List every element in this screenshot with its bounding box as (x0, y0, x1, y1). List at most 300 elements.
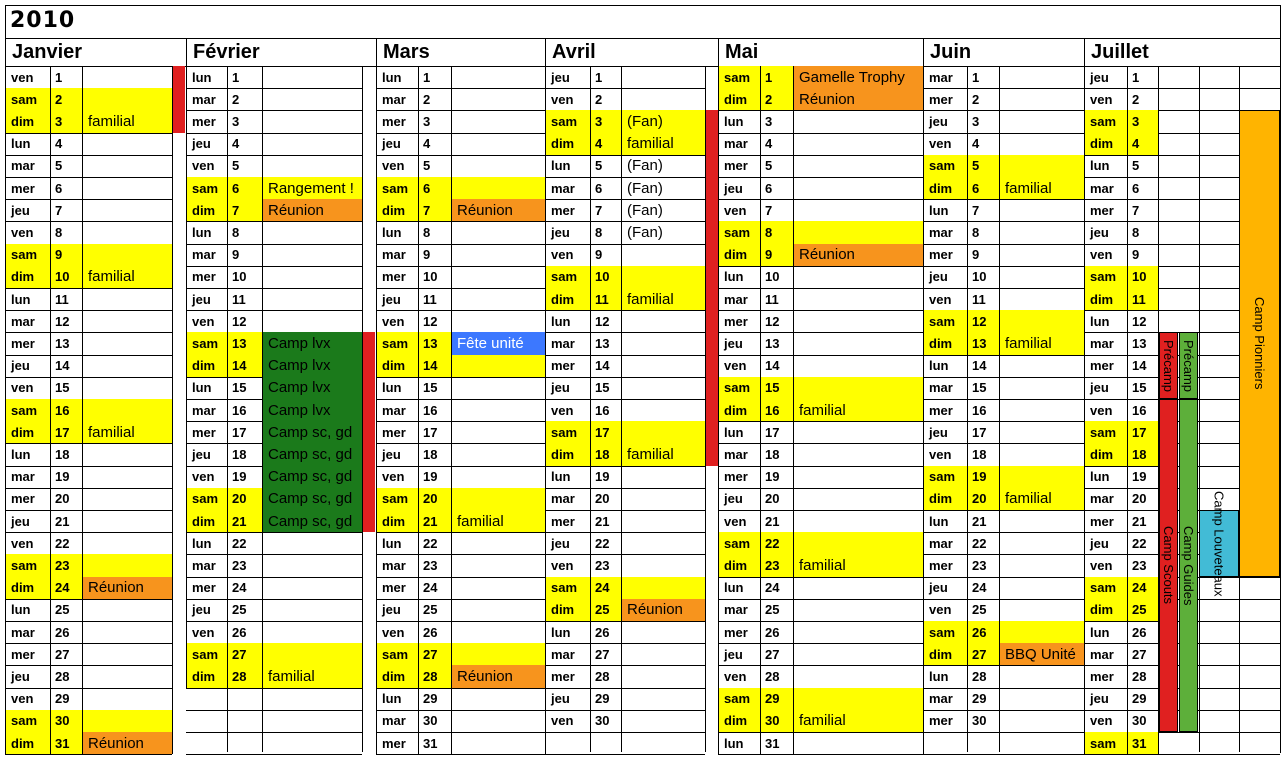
day-event: Camp sc, gd (263, 466, 362, 488)
day-event (1000, 421, 1084, 443)
day-event (622, 377, 705, 399)
day-number: 7 (419, 199, 451, 221)
day-event (794, 577, 923, 599)
day-number: 2 (761, 88, 793, 110)
day-number: 11 (765, 291, 779, 307)
grid-line (50, 66, 51, 754)
day-number: 31 (423, 735, 438, 751)
day-number: 22 (972, 535, 987, 551)
day-number: 8 (972, 224, 980, 240)
day-number: 30 (423, 713, 438, 729)
period-marker (173, 66, 185, 133)
day-weekday: mer (724, 313, 748, 329)
grid-line (186, 38, 187, 688)
day-weekday: jeu (724, 646, 743, 662)
day-number: 23 (595, 557, 610, 573)
day-weekday: jeu (1090, 535, 1109, 551)
day-weekday: jeu (551, 535, 570, 551)
day-weekday: sam (6, 88, 50, 110)
day-weekday: sam (546, 110, 590, 132)
day-number: 4 (591, 133, 621, 155)
day-event (83, 510, 172, 532)
day-number: 15 (232, 380, 247, 396)
day-weekday: mer (192, 580, 216, 596)
day-number: 18 (423, 446, 438, 462)
day-weekday: sam (546, 577, 590, 599)
day-number: 16 (595, 402, 610, 418)
day-number: 28 (419, 665, 451, 687)
day-weekday: sam (924, 466, 967, 488)
day-weekday: lun (192, 69, 212, 85)
day-event: familial (452, 510, 545, 532)
day-weekday: sam (187, 177, 227, 199)
day-weekday: sam (1085, 732, 1127, 754)
day-weekday: mar (382, 247, 406, 263)
day-weekday: mer (724, 624, 748, 640)
month-name: Juillet (1091, 40, 1149, 63)
day-weekday: jeu (192, 602, 211, 618)
day-number: 7 (55, 202, 63, 218)
day-event: Réunion (83, 732, 172, 754)
day-weekday: dim (719, 244, 760, 266)
day-event (622, 488, 705, 510)
day-number: 10 (232, 269, 247, 285)
day-number: 4 (232, 136, 240, 152)
day-weekday: mar (724, 291, 748, 307)
day-event: familial (83, 266, 172, 288)
day-weekday: lun (1090, 158, 1110, 174)
grid-line (705, 732, 706, 752)
day-weekday: sam (377, 332, 418, 354)
day-weekday: ven (1090, 713, 1113, 729)
day-event: BBQ Unité (1000, 643, 1084, 665)
day-number: 20 (1132, 491, 1147, 507)
day-number: 30 (1132, 713, 1147, 729)
day-number: 19 (1132, 469, 1147, 485)
day-event (794, 599, 923, 621)
day-event: familial (794, 710, 923, 732)
day-number: 19 (423, 469, 438, 485)
day-weekday: mer (1090, 202, 1114, 218)
day-weekday: lun (551, 469, 571, 485)
day-event (622, 688, 705, 710)
day-number: 1 (595, 69, 603, 85)
day-event: Réunion (622, 599, 705, 621)
day-event (1000, 688, 1084, 710)
day-event (452, 377, 545, 399)
grid-line (1158, 88, 1280, 89)
day-event (1000, 599, 1084, 621)
grid-line (760, 66, 761, 754)
day-event (452, 155, 545, 177)
day-number: 21 (419, 510, 451, 532)
day-weekday: jeu (11, 668, 30, 684)
day-weekday: lun (724, 580, 744, 596)
day-number: 2 (51, 88, 82, 110)
month-name: Janvier (12, 40, 83, 63)
day-weekday: jeu (929, 424, 948, 440)
day-number: 14 (595, 358, 610, 374)
day-weekday: lun (929, 202, 949, 218)
day-event (452, 710, 545, 732)
day-number: 8 (761, 221, 793, 243)
day-event (452, 688, 545, 710)
day-weekday: sam (187, 332, 227, 354)
day-weekday: mer (11, 646, 35, 662)
day-number: 27 (1132, 646, 1147, 662)
day-weekday: dim (1085, 133, 1127, 155)
day-number: 27 (419, 643, 451, 665)
day-event (452, 466, 545, 488)
day-weekday: sam (1085, 577, 1127, 599)
day-number: 14 (228, 355, 262, 377)
day-weekday: jeu (11, 358, 30, 374)
day-event: familial (794, 554, 923, 576)
day-weekday: mer (192, 424, 216, 440)
day-weekday: ven (929, 291, 952, 307)
month-name: Avril (552, 40, 596, 63)
day-number: 8 (423, 224, 431, 240)
day-event (452, 532, 545, 554)
day-event (263, 577, 362, 599)
day-number: 6 (228, 177, 262, 199)
grid-line (262, 66, 263, 688)
camp-label: Précamp (1181, 339, 1196, 392)
day-event (794, 110, 923, 132)
day-number: 26 (595, 624, 610, 640)
day-weekday: ven (382, 158, 405, 174)
day-number: 12 (765, 313, 780, 329)
day-event (1000, 310, 1084, 332)
day-number: 7 (595, 202, 603, 218)
day-weekday: mar (929, 380, 953, 396)
day-weekday: ven (192, 469, 215, 485)
day-event (83, 532, 172, 554)
day-weekday: dim (6, 266, 50, 288)
day-weekday: mer (11, 335, 35, 351)
day-weekday: sam (719, 377, 760, 399)
day-weekday: jeu (1090, 69, 1109, 85)
day-weekday: jeu (1090, 224, 1109, 240)
day-number: 21 (972, 513, 987, 529)
day-weekday: mer (192, 269, 216, 285)
day-event (83, 399, 172, 421)
day-weekday: sam (187, 643, 227, 665)
grid-line (186, 754, 362, 755)
grid-line (590, 66, 591, 732)
day-event: familial (794, 399, 923, 421)
day-number: 6 (595, 180, 603, 196)
day-number: 10 (1128, 266, 1158, 288)
day-event: familial (622, 443, 705, 465)
day-event: Rangement ! (263, 177, 362, 199)
grid-line (1280, 66, 1281, 752)
day-number: 10 (423, 269, 438, 285)
day-number: 28 (228, 665, 262, 687)
day-number: 4 (765, 136, 773, 152)
day-weekday: sam (719, 221, 760, 243)
day-weekday: mar (1090, 646, 1114, 662)
day-number: 7 (972, 202, 980, 218)
day-number: 29 (423, 691, 438, 707)
day-event (622, 643, 705, 665)
day-number: 25 (55, 602, 70, 618)
day-weekday: mar (551, 335, 575, 351)
grid-line (1158, 732, 1280, 733)
day-number: 31 (51, 732, 82, 754)
day-event (794, 355, 923, 377)
day-event (622, 266, 705, 288)
grid-line (418, 66, 419, 754)
day-event: familial (1000, 177, 1084, 199)
day-number: 21 (765, 513, 780, 529)
day-number: 19 (595, 469, 610, 485)
day-event (622, 466, 705, 488)
day-number: 13 (1132, 335, 1147, 351)
day-number: 1 (972, 69, 980, 85)
day-event (794, 643, 923, 665)
day-weekday: sam (924, 621, 967, 643)
day-number: 23 (423, 557, 438, 573)
day-event (452, 577, 545, 599)
day-event (1000, 355, 1084, 377)
day-number: 8 (232, 224, 240, 240)
day-event (83, 688, 172, 710)
day-number: 31 (1128, 732, 1158, 754)
day-weekday: jeu (1090, 380, 1109, 396)
day-number: 24 (765, 580, 780, 596)
day-weekday: sam (1085, 421, 1127, 443)
day-number: 4 (55, 136, 63, 152)
grid-line (718, 38, 719, 754)
day-weekday: dim (6, 110, 50, 132)
day-number: 7 (1132, 202, 1140, 218)
day-number: 11 (232, 291, 246, 307)
day-number: 9 (761, 244, 793, 266)
day-weekday: ven (551, 247, 574, 263)
day-event (794, 532, 923, 554)
day-event (83, 133, 172, 155)
grid-line (186, 732, 362, 733)
day-event (794, 332, 923, 354)
day-event (794, 665, 923, 687)
grid-line (376, 754, 545, 755)
day-weekday: mer (382, 113, 406, 129)
day-weekday: ven (382, 313, 405, 329)
day-number: 13 (968, 332, 999, 354)
day-number: 5 (55, 158, 63, 174)
day-number: 28 (595, 668, 610, 684)
day-event (622, 510, 705, 532)
day-event: Réunion (794, 88, 923, 110)
day-weekday: mer (382, 580, 406, 596)
grid-line (186, 688, 362, 689)
day-number: 25 (1128, 599, 1158, 621)
day-weekday: sam (719, 66, 760, 88)
day-number: 5 (1132, 158, 1140, 174)
day-weekday: mer (929, 91, 953, 107)
day-weekday: ven (192, 624, 215, 640)
day-weekday: ven (1090, 557, 1113, 573)
day-number: 9 (1132, 247, 1140, 263)
day-number: 7 (228, 199, 262, 221)
day-weekday: dim (6, 421, 50, 443)
day-event (1000, 377, 1084, 399)
day-event (452, 399, 545, 421)
day-number: 5 (595, 158, 603, 174)
day-weekday: ven (724, 513, 747, 529)
day-number: 22 (1132, 535, 1147, 551)
grid-line (172, 66, 173, 754)
day-weekday: dim (546, 443, 590, 465)
day-number: 21 (228, 510, 262, 532)
day-weekday: jeu (929, 580, 948, 596)
day-number: 3 (423, 113, 431, 129)
day-event (452, 288, 545, 310)
day-weekday: dim (924, 332, 967, 354)
day-number: 20 (419, 488, 451, 510)
day-weekday: dim (377, 199, 418, 221)
day-event (83, 310, 172, 332)
day-number: 26 (423, 624, 438, 640)
grid-line (376, 38, 377, 754)
day-event (794, 155, 923, 177)
day-number: 22 (55, 535, 70, 551)
day-number: 23 (761, 554, 793, 576)
day-number: 11 (423, 291, 437, 307)
calendar-title: 2010 (10, 8, 76, 33)
day-number: 26 (55, 624, 70, 640)
day-weekday: mar (11, 313, 35, 329)
day-weekday: dim (1085, 599, 1127, 621)
day-weekday: lun (1090, 624, 1110, 640)
day-weekday: mar (1090, 335, 1114, 351)
day-number: 25 (591, 599, 621, 621)
day-weekday: mer (382, 735, 406, 751)
day-number: 17 (591, 421, 621, 443)
day-event (83, 621, 172, 643)
day-number: 24 (591, 577, 621, 599)
day-weekday: dim (6, 577, 50, 599)
day-event (1000, 399, 1084, 421)
day-event (452, 443, 545, 465)
day-event: Fête unité (452, 332, 545, 354)
day-number: 5 (423, 158, 431, 174)
day-weekday: lun (1090, 469, 1110, 485)
day-number: 15 (423, 380, 438, 396)
day-number: 10 (591, 266, 621, 288)
day-event (622, 88, 705, 110)
day-event (263, 643, 362, 665)
day-number: 21 (1132, 513, 1147, 529)
day-event (794, 288, 923, 310)
day-number: 2 (1132, 91, 1140, 107)
day-weekday: ven (11, 380, 34, 396)
day-weekday: dim (377, 355, 418, 377)
camp-label: Camp Pionniers (1252, 297, 1267, 390)
day-weekday: jeu (11, 202, 30, 218)
grid-line (5, 38, 6, 754)
day-number: 13 (55, 335, 70, 351)
day-event: Camp sc, gd (263, 510, 362, 532)
day-weekday: ven (1090, 402, 1113, 418)
day-weekday: jeu (724, 491, 743, 507)
day-weekday: ven (551, 557, 574, 573)
day-number: 25 (765, 602, 780, 618)
day-event (452, 88, 545, 110)
day-number: 17 (423, 424, 438, 440)
day-weekday: mer (929, 557, 953, 573)
day-weekday: lun (11, 136, 31, 152)
day-event (1000, 88, 1084, 110)
day-weekday: sam (377, 643, 418, 665)
day-number: 1 (423, 69, 431, 85)
day-number: 12 (1132, 313, 1147, 329)
day-weekday: sam (924, 310, 967, 332)
month-name: Février (193, 40, 260, 63)
day-weekday: jeu (551, 69, 570, 85)
day-event (1000, 66, 1084, 88)
day-weekday: ven (11, 535, 34, 551)
day-event (263, 133, 362, 155)
day-number: 17 (232, 424, 247, 440)
day-event (83, 554, 172, 576)
day-event: Camp lvx (263, 332, 362, 354)
day-event (83, 221, 172, 243)
day-event (794, 510, 923, 532)
grid-line (967, 66, 968, 732)
day-weekday: ven (11, 69, 34, 85)
day-weekday: ven (724, 668, 747, 684)
grid-line (227, 66, 228, 688)
day-event (83, 66, 172, 88)
day-number: 16 (232, 402, 247, 418)
day-event: Réunion (263, 199, 362, 221)
day-event (1000, 532, 1084, 554)
day-weekday: mar (382, 713, 406, 729)
day-number: 19 (765, 469, 780, 485)
day-weekday: sam (6, 244, 50, 266)
day-weekday: dim (187, 199, 227, 221)
day-event: Camp lvx (263, 355, 362, 377)
day-number: 2 (423, 91, 431, 107)
day-number: 17 (1128, 421, 1158, 443)
day-number: 4 (1128, 133, 1158, 155)
grid-line (5, 38, 1280, 39)
day-weekday: jeu (551, 224, 570, 240)
day-weekday: lun (382, 224, 402, 240)
day-number: 20 (765, 491, 780, 507)
period-marker (363, 332, 375, 532)
grid-line (545, 754, 705, 755)
day-weekday: lun (1090, 313, 1110, 329)
day-number: 22 (761, 532, 793, 554)
grid-line (621, 66, 622, 732)
day-event (794, 488, 923, 510)
day-event (263, 155, 362, 177)
day-number: 14 (419, 355, 451, 377)
grid-line (1084, 754, 1158, 755)
day-event (452, 643, 545, 665)
day-weekday: lun (724, 269, 744, 285)
day-number: 13 (228, 332, 262, 354)
day-event: (Fan) (627, 201, 663, 219)
day-number: 1 (232, 69, 240, 85)
day-number: 30 (972, 713, 987, 729)
day-weekday: lun (724, 735, 744, 751)
day-weekday: sam (6, 554, 50, 576)
day-event (622, 399, 705, 421)
